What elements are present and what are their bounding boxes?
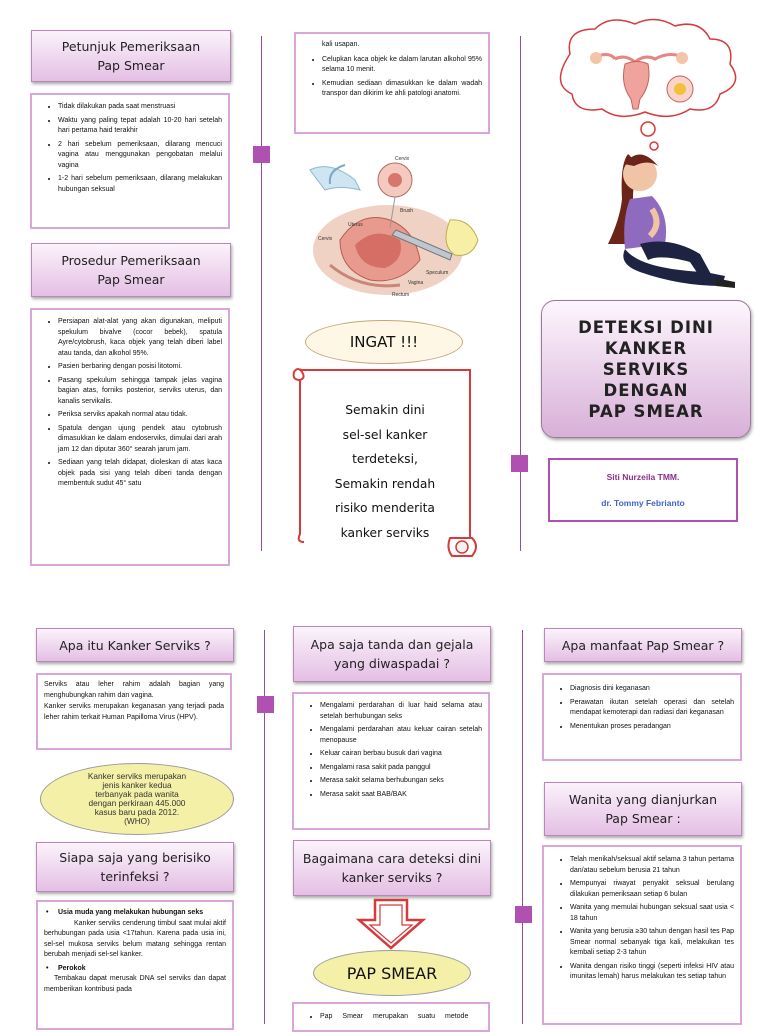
risk-item-title-text: Perokok [58,964,86,972]
siapa-list-box [36,900,234,1030]
heading-deteksi [293,840,491,896]
list-item: • Diagnosis dini keganasan [570,684,734,695]
scroll-text [305,398,465,545]
fact-line: (WHO) [124,816,150,826]
list-item: • 1-2 hari sebelum pemeriksaan, dilarang melakukan hubungan seksual [58,174,222,195]
list-item: • Kemudian sediaan dimasukkan ke dalam wadah transpor dan dikirim ke ahli patologi anatomi. [322,79,482,100]
list-item: • Wanita yang berusia ≥30 tahun dengan hasil tes Pap Smear normal sebanyak tiga kali, melakukan tes kembali setiap 2-3 tahun [570,927,734,959]
divider-marker [515,906,532,923]
woman-thinking-illustration [530,14,765,294]
paragraph: Tembakau dapat merusak DNA sel serviks dan dapat memberikan kontribusi pada [44,975,226,993]
scroll-line: Semakin rendah [334,476,436,491]
fact-line: dengan perkiraan 445.000 [88,798,186,808]
heading-line: Pap Smear [97,58,165,73]
fig-label: Uterus [348,222,363,228]
fig-label: Vagina [408,280,424,286]
list-item: • Celupkan kaca objek ke dalam larutan alkohol 95% selama 10 menit. [322,55,482,76]
list-item: • Periksa serviks apakah normal atau tidak. [58,410,222,421]
title-line: SERVIKS [602,359,690,379]
heading-line: Prosedur Pemeriksaan [61,253,201,268]
divider-line [520,36,521,551]
list-item: • Mengalami perdarahan di luar haid selama atau setelah berhubungan seks [320,701,482,722]
list-item: • Telah menikah/seksual aktif selama 3 tahun pertama dan/atau sebelum berusia 21 tahun [570,855,734,876]
fig-label: Rectum [392,292,410,298]
title-line: DETEKSI DINI [578,317,714,337]
title-line: PAP SMEAR [588,401,704,421]
list-item: • Mengalami perdarahan atau keluar cairan setelah menopause [320,725,482,746]
heading-line: Pap Smear [97,272,165,287]
petunjuk-list-box [30,93,230,229]
list-item: • Mengalami rasa sakit pada panggul [320,763,482,774]
heading-line: Wanita yang dianjurkan [568,792,718,807]
heading-petunjuk [31,30,231,82]
divider-marker [257,696,274,713]
paragraph: Kanker serviks merupakan keganasan yang terjadi pada leher rahim terkait Human Papilloma Virus (HPV). [44,703,224,721]
gejala-list-box [292,692,490,830]
heading-line: Apa saja tanda dan gejala [310,637,474,652]
divider-line [522,630,523,1024]
heading-line: Bagaimana cara deteksi dini [302,851,482,866]
fig-label: Cervix [395,156,410,162]
heading-tanda-gejala [293,626,491,682]
pap-smear-desc-box [292,1002,490,1032]
heading-siapa [36,842,234,892]
fact-line: terbanyak pada wanita [95,789,179,799]
heading-line: Siapa saja yang berisiko [59,850,211,865]
author-name: Siti Nurzeila TMM. [606,472,680,482]
scroll-line: sel-sel kanker [342,427,428,442]
paragraph: Serviks atau leher rahim adalah bagian yang menghubungkan rahim dan vagina. [44,681,224,699]
list-item: • Mempunyai riwayat penyakit seksual berulang dilakukan pemeriksaan setiap 6 bulan [570,879,734,900]
author-box [548,458,738,522]
list-item: • Pasang spekulum sehingga tampak jelas vagina bagian atas, forniks posterior, serviks uterus, dan kanalis servikalis. [58,376,222,408]
fig-label: Speculum [426,270,449,276]
divider-line [261,36,262,551]
heading-line: Pap Smear : [605,811,681,826]
divider-marker [253,146,270,163]
heading-line: Petunjuk Pemeriksaan [61,39,201,54]
list-item: • Merasa sakit saat BAB/BAK [320,790,482,801]
list-item: • Wanita yang memulai hubungan seksual saat usia < 18 tahun [570,903,734,924]
fact-line: jenis kanker kedua [102,780,172,790]
heading-line: Apa itu Kanker Serviks ? [59,637,211,653]
author-name: dr. Tommy Febrianto [601,498,685,508]
ingat-text: INGAT !!! [349,333,419,351]
pap-smear-illustration [300,150,490,300]
down-arrow-icon [355,898,427,950]
heading-manfaat [544,628,742,662]
continued-text: kali usapan. [322,41,360,48]
fact-line: Kanker serviks merupakan [87,771,187,781]
list-item: • Persiapan alat-alat yang akan digunakan, meliputi spekulum bivalve (cocor bebek), spatula Ayre/cytobrush, kaca objek yang telah diberi label atau tanda, dan alkohol 95%. [58,317,222,359]
fig-label: Cervix [318,236,333,242]
title-line: DENGAN [603,380,689,400]
risk-item-title: • Usia muda yang melakukan hubungan seks [46,909,204,916]
heading-wanita [544,782,742,836]
title-box [541,300,751,438]
list-item: • Wanita dengan risiko tinggi (seperti infeksi HIV atau imunitas lemah) harus melakukan tes setiap tahun [570,962,734,983]
prosedur-continued-box [294,32,490,134]
list-item: • Pap Smear merupakan suatu metode [320,1012,482,1023]
risk-item-title: • Perokok [46,964,86,972]
list-item: • Perawatan ikutan setelah operasi dan setelah mendapat kemoterapi dan radiasi dari keganasan [570,698,734,719]
heading-line: yang diwaspadai ? [334,656,450,671]
who-fact-oval [40,763,234,835]
apa-itu-text-box [36,673,232,750]
heading-prosedur [31,243,231,297]
heading-line: Apa manfaat Pap Smear ? [561,637,725,653]
scroll-line: kanker serviks [340,525,430,540]
list-item: • Waktu yang paling tepat adalah 10-20 hari setelah hari pertama haid terakhir [58,116,222,137]
manfaat-list-box [542,673,742,761]
heading-apa-itu [36,628,234,662]
title-line: KANKER [604,338,688,358]
fig-label: Brush [400,208,414,214]
scroll-line: terdeteksi, [352,452,418,466]
scroll-line: Semakin dini [345,403,425,417]
list-item: • Keluar cairan berbau busuk dari vagina [320,749,482,760]
heading-line: terinfeksi ? [100,869,170,884]
list-item: • Menentukan proses peradangan [570,722,734,733]
list-item: • Pasien berbaring dengan posisi litotomi. [58,362,222,373]
list-item: • Merasa sakit selama berhubungan seks [320,776,482,787]
pap-smear-oval [313,950,471,996]
prosedur-list-box [30,308,230,566]
ingat-oval [305,320,463,364]
divider-line [264,630,265,1024]
list-item: • Spatula dengan ujung pendek atau cytobrush dimasukkan ke dalam endoserviks, dimulai dari arah jam 12 dan diputar 360° searah jarum jam. [58,424,222,456]
risk-item-title-text: Usia muda yang melakukan hubungan seks [58,909,204,916]
heading-line: kanker serviks ? [341,870,443,885]
fact-line: kasus baru pada 2012. [94,807,180,817]
wanita-list-box [542,845,742,1025]
list-item: • Sediaan yang telah didapat, dioleskan di atas kaca objek pada sisi yang telah diberi tanda dengan membentuk sudut 45° satu [58,458,222,490]
pap-smear-label: PAP SMEAR [346,963,438,983]
list-item: • 2 hari sebelum pemeriksaan, dilarang mencuci vagina atau menggunakan pengobatan melalui vagina [58,140,222,172]
scroll-line: risiko menderita [335,501,435,515]
divider-marker [511,455,528,472]
list-item: • Tidak dilakukan pada saat menstruasi [58,102,222,113]
paragraph: Kanker serviks cenderung timbul saat mulai aktif berhubungan pada usia <17tahun. Karena pada usia ini, sel-sel mukosa serviks belum matang sehingga rentan berubah menjadi sel-sel kanker. [44,919,226,958]
